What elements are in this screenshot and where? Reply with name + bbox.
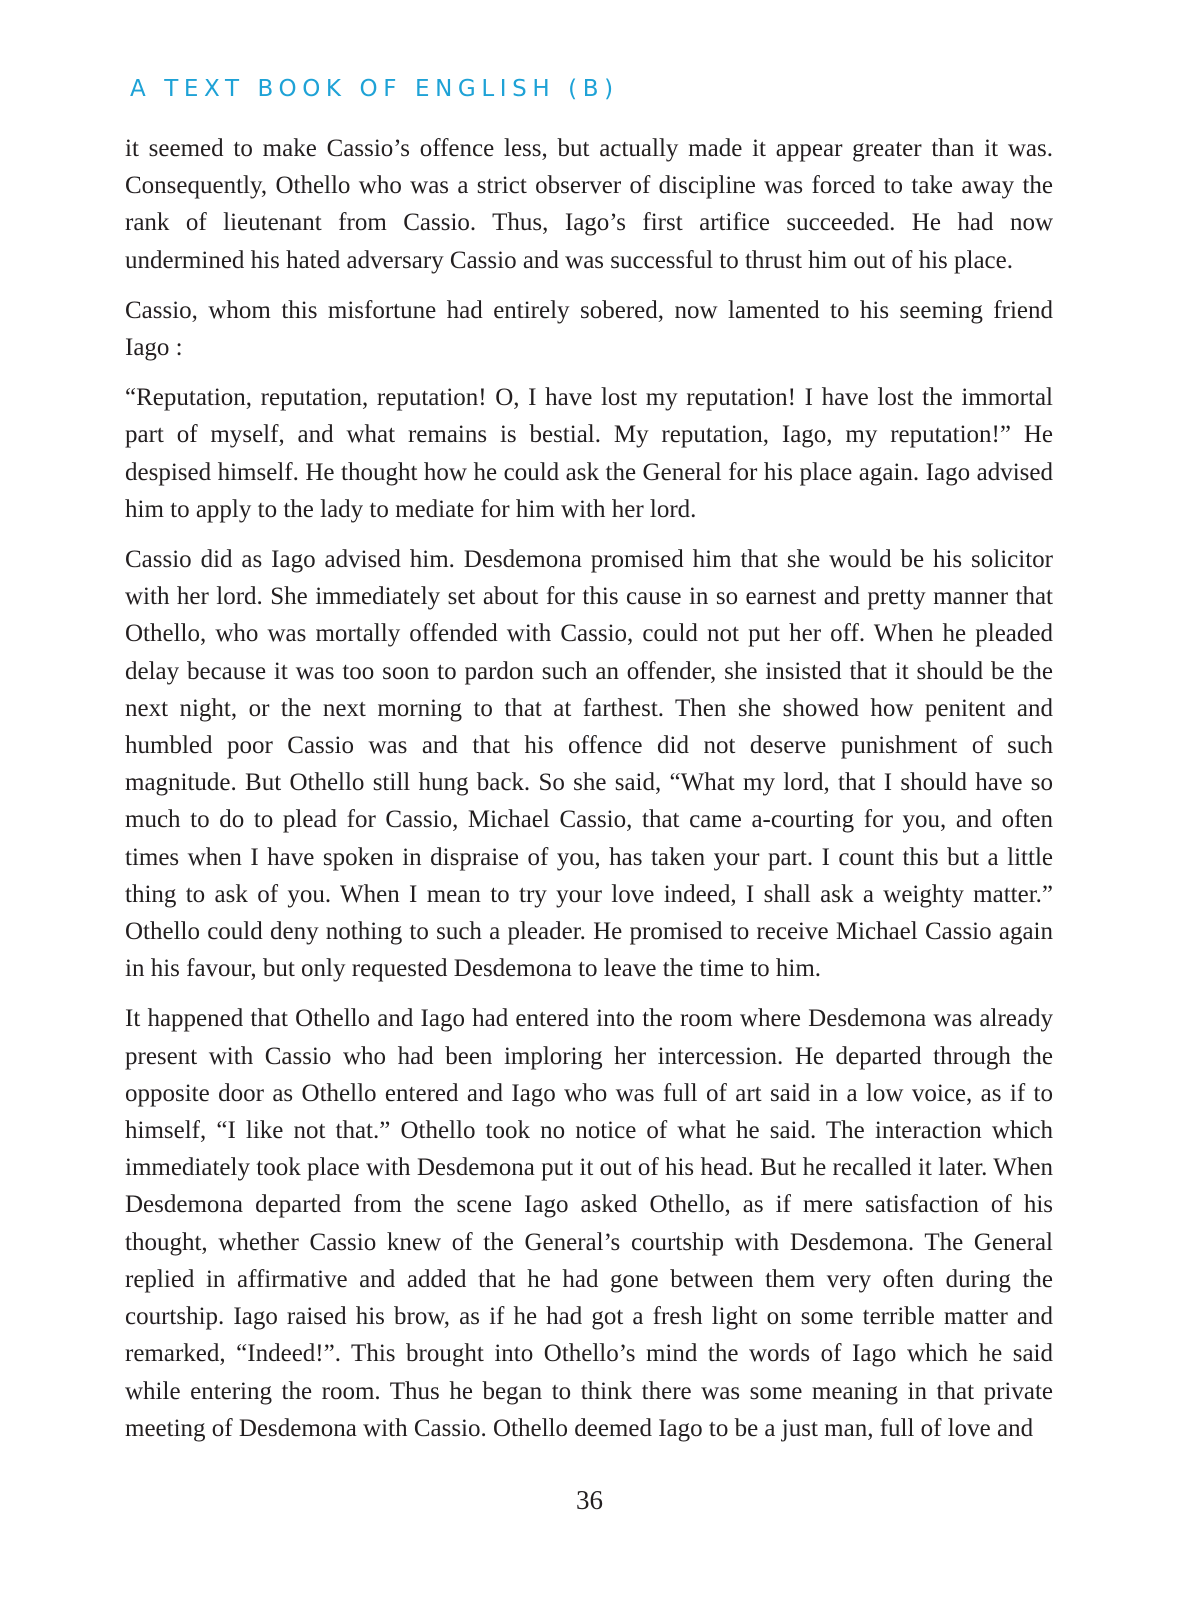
running-header: A TEXT BOOK OF ENGLISH (B) — [130, 76, 619, 102]
paragraph-2: Cassio, whom this misfortune had entirely sobered, now lamented to his seeming friend Iago : — [125, 296, 1053, 362]
paragraph-3: “Reputation, reputation, reputation! O, I have lost my reputation! I have lost the immortal part of myself, and what remains is bestial. My reputation, Iago, my reputation!” He despised himself. He thought how he could ask the General for his place again. Iago advised him to apply to the lady to mediate for him with her lord. — [125, 384, 1053, 523]
body-text — [125, 130, 1053, 1460]
paragraph-4: Cassio did as Iago advised him. Desdemona promised him that she would be his solicitor with her lord. She immediately set about for this cause in so earnest and pretty manner that Othello, who was mortally offended with Cassio, could not put her off. When he pleaded delay because it was too soon to pardon such an offender, she insisted that it should be the next night, or the next morning to that at farthest. Then she showed how penitent and humbled poor Cassio was and that his offence did not deserve punishment of such magnitude. But Othello still hung back. So she said, “What my lord, that I should have so much to do to plead for Cassio, Michael Cassio, that came a-courting for you, and often times when I have spoken in dispraise of you, has taken your part. I count this but a little thing to ask of you. When I mean to try your love indeed, I shall ask a weighty matter.” Othello could deny nothing to such a pleader. He promised to receive Michael Cassio again in his favour, but only requested Desdemona to leave the time to him. — [125, 546, 1053, 983]
page-number: 36 — [576, 1485, 603, 1515]
paragraph-1: it seemed to make Cassio’s offence less, but actually made it appear greater than it was. Consequently, Othello who was a strict observer of discipline was forced to take away the rank of lieutenant from Cassio. Thus, Iago’s first artifice succeeded. He had now undermined his hated adversary Cassio and was successful to thrust him out of his place. — [125, 135, 1053, 274]
paragraph-5: It happened that Othello and Iago had entered into the room where Desdemona was already present with Cassio who had been imploring her intercession. He departed through the opposite door as Othello entered and Iago who was full of art said in a low voice, as if to himself, “I like not that.” Othello took no notice of what he said. The interaction which immediately took place with Desdemona put it out of his head. But he recalled it later. When Desdemona departed from the scene Iago asked Othello, as if mere satisfaction of his thought, whether Cassio knew of the General’s courtship with Desdemona. The General replied in affirmative and added that he had gone between them very often during the courtship. Iago raised his brow, as if he had got a fresh light on some terrible matter and remarked, “Indeed!”. This brought into Othello’s mind the words of Iago which he said while entering the room. Thus he began to think there was some meaning in that private meeting of Desdemona with Cassio. Othello deemed Iago to be a just man, full of love and — [125, 1005, 1053, 1442]
